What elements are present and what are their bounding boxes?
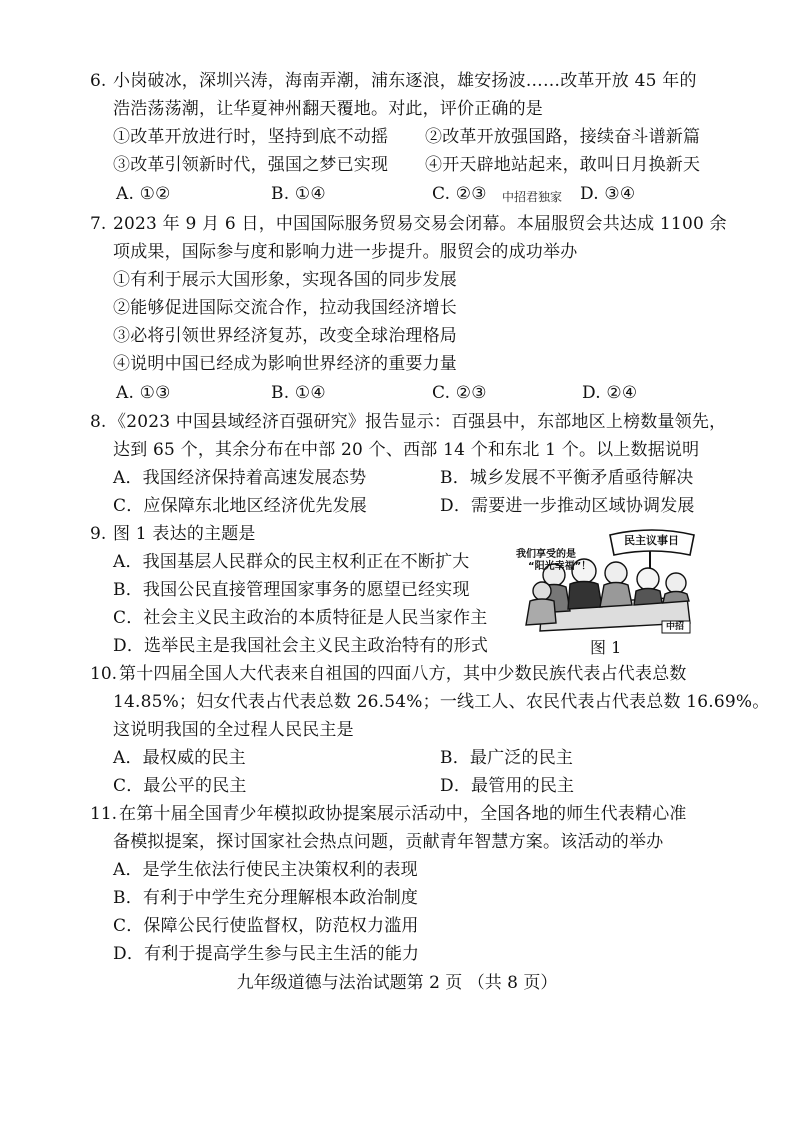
option-a: A. ①③ xyxy=(116,383,171,403)
question-stem-line: 《2023 中国县域经济百强研究》报告显示：百强县中，东部地区上榜数量领先， xyxy=(109,412,727,432)
option-a: A．我国经济保持着高速发展态势 xyxy=(113,468,367,488)
question-stem-line: 14.85%；妇女代表占代表总数 26.54%；一线工人、农民代表占代表总数 16.69%。 xyxy=(113,692,770,712)
question-stem-line: 图 1 表达的主题是 xyxy=(113,524,256,544)
statement: ③必将引领世界经济复苏，改变全球治理格局 xyxy=(113,326,457,346)
question-number: 6. xyxy=(90,71,107,91)
option-b: B. ①④ xyxy=(271,184,326,204)
question-number: 8. xyxy=(90,412,107,432)
option-a: A. ①② xyxy=(116,184,171,204)
option-a: A．是学生依法行使民主决策权利的表现 xyxy=(113,860,418,880)
option-c: C. ②③ xyxy=(432,184,487,204)
question-number: 10. xyxy=(90,664,118,684)
sign-text: 民主议事日 xyxy=(624,534,679,547)
statement: ④说明中国已经成为影响世界经济的重要力量 xyxy=(113,354,457,374)
question-stem-line: 这说明我国的全过程人民民主是 xyxy=(113,720,354,740)
question-number: 9. xyxy=(90,524,107,544)
question-stem-line: 浩浩荡荡潮，让华夏神州翻天覆地。对此，评价正确的是 xyxy=(113,99,543,119)
speech-bubble-text-2: “阳光幸福”！ xyxy=(528,561,592,572)
speech-bubble-text-1: 我们享受的是 xyxy=(516,549,576,560)
question-stem-line: 第十四届全国人大代表来自祖国的四面八方，其中少数民族代表占代表总数 xyxy=(119,664,687,684)
question-stem-line: 项成果，国际参与度和影响力进一步提升。服贸会的成功举办 xyxy=(113,242,578,262)
option-a: A．最权威的民主 xyxy=(113,748,246,768)
figure-caption: 图 1 xyxy=(590,638,622,657)
option-c: C. ②③ xyxy=(432,383,487,403)
option-b: B．有利于中学生充分理解根本政治制度 xyxy=(113,888,419,908)
corner-mark-text: 中招 xyxy=(666,622,685,632)
question-stem-line: 小岗破冰，深圳兴涛，海南弄潮，浦东逐浪，雄安扬波……改革开放 45 年的 xyxy=(113,71,697,91)
figure-1-cartoon xyxy=(512,527,704,637)
option-b: B．我国公民直接管理国家事务的愿望已经实现 xyxy=(113,580,470,600)
page-footer: 九年级道德与法治试题第 2 页 （共 8 页） xyxy=(236,973,558,993)
statement: ④开天辟地站起来，敢叫日月换新天 xyxy=(425,155,701,175)
option-b: B．城乡发展不平衡矛盾亟待解决 xyxy=(440,468,694,488)
statement: ①有利于展示大国形象，实现各国的同步发展 xyxy=(113,270,457,290)
statement: ②改革开放强国路，接续奋斗谱新篇 xyxy=(425,127,701,147)
question-number: 7. xyxy=(90,214,107,234)
statement: ①改革开放进行时，坚持到底不动摇 xyxy=(113,127,389,147)
option-c: C．应保障东北地区经济优先发展 xyxy=(113,496,368,516)
question-stem-line: 2023 年 9 月 6 日，中国国际服务贸易交易会闭幕。本届服贸会共达成 1100 余 xyxy=(113,214,727,234)
option-d: D．选举民主是我国社会主义民主政治特有的形式 xyxy=(113,636,489,656)
option-d: D．最管用的民主 xyxy=(440,776,575,796)
watermark-text: 中招君独家 xyxy=(502,190,563,204)
option-b: B．最广泛的民主 xyxy=(440,748,574,768)
option-b: B. ①④ xyxy=(271,383,326,403)
option-d: D．有利于提高学生参与民主生活的能力 xyxy=(113,944,420,964)
option-a: A．我国基层人民群众的民主权利正在不断扩大 xyxy=(113,552,470,572)
statement: ②能够促进国际交流合作，拉动我国经济增长 xyxy=(113,298,457,318)
question-stem-line: 在第十届全国青少年模拟政协提案展示活动中，全国各地的师生代表精心准 xyxy=(119,804,687,824)
option-c: C．最公平的民主 xyxy=(113,776,247,796)
option-d: D. ②④ xyxy=(582,383,638,403)
question-number: 11. xyxy=(90,804,118,824)
option-c: C．保障公民行使监督权，防范权力滥用 xyxy=(113,916,419,936)
option-c: C．社会主义民主政治的本质特征是人民当家作主 xyxy=(113,608,488,628)
statement: ③改革引领新时代，强国之梦已实现 xyxy=(113,155,389,175)
option-d: D. ③④ xyxy=(580,184,636,204)
question-stem-line: 备模拟提案，探讨国家社会热点问题，贡献青年智慧方案。该活动的举办 xyxy=(113,832,664,852)
question-stem-line: 达到 65 个，其余分布在中部 20 个、西部 14 个和东北 1 个。以上数据说明 xyxy=(113,440,700,460)
option-d: D．需要进一步推动区域协调发展 xyxy=(440,496,695,516)
